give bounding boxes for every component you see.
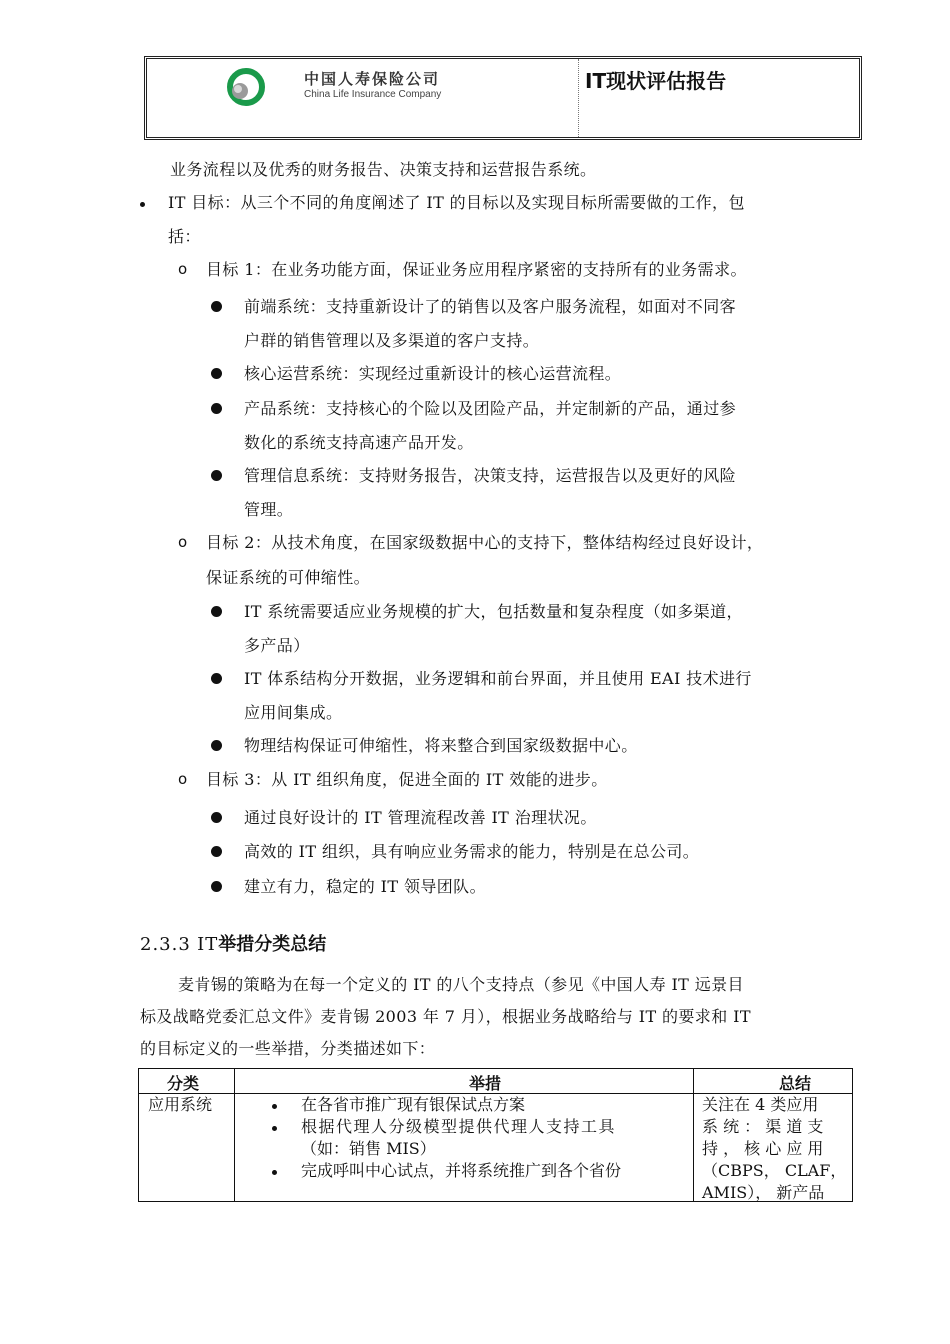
list-item: 高效的 IT 组织，具有响应业务需求的能力，特别是在总公司。 [244, 842, 700, 861]
it-goal-line-2: 括： [168, 227, 201, 246]
table-cell-measure: 完成呼叫中心试点，并将系统推广到各个省份 [301, 1161, 622, 1180]
list-item: 产品系统：支持核心的个险以及团险产品，并定制新的产品，通过参 [244, 399, 737, 418]
circle-bullet-icon: o [178, 533, 188, 551]
section-paragraph-line: 的目标定义的一些举措，分类描述如下： [140, 1039, 436, 1058]
list-item: IT 体系结构分开数据，业务逻辑和前台界面，并且使用 EAI 技术进行 [244, 669, 752, 688]
list-item-cont: 多产品） [244, 636, 310, 655]
section-paragraph-line: 标及战略党委汇总文件》麦肯锡 2003 年 7 月），根据业务战略给与 IT 的要求和 IT [140, 1007, 751, 1026]
bullet-icon [211, 403, 222, 414]
list-item: 管理信息系统：支持财务报告，决策支持，运营报告以及更好的风险 [244, 466, 737, 485]
bullet-icon [272, 1126, 277, 1131]
list-item-cont: 数化的系统支持高速产品开发。 [244, 433, 474, 452]
it-goal-line-1: IT 目标：从三个不同的角度阐述了 IT 的目标以及实现目标所需要做的工作，包 [168, 193, 745, 212]
list-item: 物理结构保证可伸缩性，将来整合到国家级数据中心。 [244, 736, 638, 755]
bullet-icon [211, 470, 222, 481]
table-cell-summary: 关注在 4 类应用 [702, 1095, 819, 1114]
list-item: 建立有力，稳定的 IT 领导团队。 [244, 877, 486, 896]
table-cell-summary: 系 统 ： 渠 道 支 [702, 1117, 824, 1136]
goal-2-title-line-2: 保证系统的可伸缩性。 [206, 568, 371, 587]
list-item: 前端系统：支持重新设计了的销售以及客户服务流程，如面对不同客 [244, 297, 737, 316]
goal-3-title: 目标 3：从 IT 组织角度，促进全面的 IT 效能的进步。 [206, 770, 608, 789]
table-cell-measure: 根据代理人分级模型提供代理人支持工具 [301, 1117, 617, 1136]
table-divider [693, 1069, 694, 1201]
list-item: 通过良好设计的 IT 管理流程改善 IT 治理状况。 [244, 808, 597, 827]
china-life-logo-icon [226, 67, 266, 107]
bullet-icon [211, 368, 222, 379]
section-heading [140, 930, 326, 956]
company-name-cn: 中国人寿保险公司 [304, 70, 441, 88]
table-cell-category: 应用系统 [148, 1095, 213, 1114]
goal-2-title-line-1: 目标 2：从技术角度，在国家级数据中心的支持下，整体结构经过良好设计， [206, 533, 764, 552]
measures-table [138, 1068, 853, 1202]
circle-bullet-icon: o [178, 260, 188, 278]
bullet-icon [272, 1170, 277, 1175]
table-cell-summary: 持 ， 核 心 应 用 [702, 1139, 824, 1158]
bullet-icon [140, 202, 145, 207]
bullet-icon [272, 1104, 277, 1109]
bullet-icon [211, 812, 222, 823]
bullet-icon [211, 846, 222, 857]
table-header-category: 分类 [167, 1074, 200, 1093]
table-cell-measure-cont: （如：销售 MIS） [301, 1139, 436, 1158]
list-item: 核心运营系统：实现经过重新设计的核心运营流程。 [244, 364, 622, 383]
bullet-icon [211, 606, 222, 617]
list-item-cont: 管理。 [244, 500, 294, 519]
circle-bullet-icon: o [178, 770, 188, 788]
table-cell-summary: （CBPS， CLAF， [702, 1161, 847, 1180]
list-item-cont: 户群的销售管理以及多渠道的客户支持。 [244, 331, 540, 350]
report-title: IT现状评估报告 [585, 69, 727, 93]
section-title: 举措分类总结 [218, 934, 327, 955]
bullet-icon [211, 301, 222, 312]
table-divider [234, 1069, 235, 1201]
table-header-measures: 举措 [469, 1074, 502, 1093]
list-item: IT 系统需要适应业务规模的扩大，包括数量和复杂程度（如多渠道， [244, 602, 743, 621]
section-title-prefix: IT [197, 934, 219, 955]
table-cell-measure: 在各省市推广现有银保试点方案 [301, 1095, 526, 1114]
company-name-en: China Life Insurance Company [304, 89, 442, 100]
goal-1-title: 目标 1：在业务功能方面，保证业务应用程序紧密的支持所有的业务需求。 [206, 260, 747, 279]
header-divider [578, 59, 579, 137]
list-item-cont: 应用间集成。 [244, 703, 343, 722]
section-paragraph-line: 麦肯锡的策略为在每一个定义的 IT 的八个支持点（参见《中国人寿 IT 远景目 [178, 975, 744, 994]
bullet-icon [211, 673, 222, 684]
bullet-icon [211, 740, 222, 751]
intro-continuation: 业务流程以及优秀的财务报告、决策支持和运营报告系统。 [170, 160, 597, 179]
table-header-summary: 总结 [779, 1074, 812, 1093]
section-number: 2.3.3 [140, 934, 191, 955]
page-header [144, 56, 862, 140]
bullet-icon [211, 881, 222, 892]
table-cell-summary: AMIS）， 新产品 [702, 1183, 825, 1202]
